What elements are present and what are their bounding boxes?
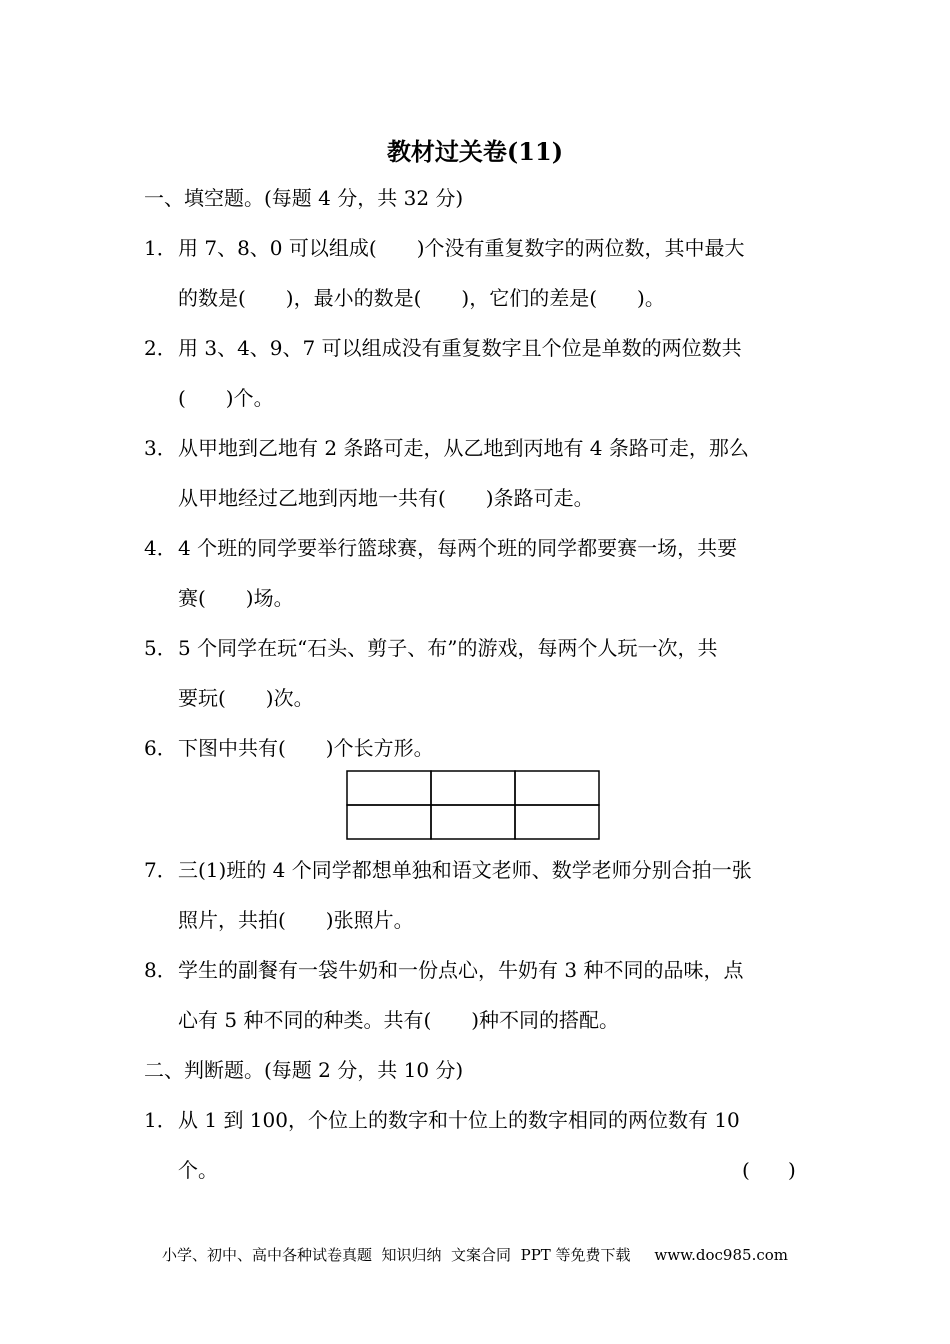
question-number: 1．	[144, 1108, 177, 1132]
page-title: 教材过关卷(11)	[386, 137, 564, 166]
question-number: 5．	[144, 636, 177, 660]
grid-cell	[515, 771, 599, 805]
question-text: 从 1 到 100，个位上的数字和十位上的数字相同的两位数有 10	[178, 1108, 740, 1132]
question-number: 4．	[144, 536, 177, 560]
section-heading-fill-in: 一、填空题。(每题 4 分，共 32 分)	[144, 186, 464, 210]
grid-cell	[431, 771, 515, 805]
page-footer: 小学、初中、高中各种试卷真题 知识归纳 文案合同 PPT 等免费下载 www.doc985.com	[161, 1246, 788, 1264]
question-text-continued: 赛( )场。	[178, 586, 294, 610]
question-number: 7．	[144, 858, 177, 882]
question-number: 1．	[144, 236, 177, 260]
question-text: 5 个同学在玩“石头、剪子、布”的游戏，每两个人玩一次，共	[178, 636, 718, 660]
grid-cell	[431, 805, 515, 839]
section-heading-true-false: 二、判断题。(每题 2 分，共 10 分)	[144, 1058, 464, 1082]
grid-cell	[515, 805, 599, 839]
rectangle-grid-svg	[346, 770, 600, 840]
question-number: 2．	[144, 336, 177, 360]
question-text-continued: ( )个。	[178, 386, 274, 410]
question-text-continued: 心有 5 种不同的种类。共有( )种不同的搭配。	[178, 1008, 620, 1032]
grid-cell	[347, 805, 431, 839]
question-number: 8．	[144, 958, 177, 982]
question-number: 3．	[144, 436, 177, 460]
question-text-continued: 的数是( )，最小的数是( )，它们的差是( )。	[178, 286, 665, 310]
question-text: 下图中共有( )个长方形。	[178, 736, 434, 760]
question-text: 4 个班的同学要举行篮球赛，每两个班的同学都要赛一场，共要	[178, 536, 738, 560]
question-text-continued: 照片，共拍( )张照片。	[178, 908, 414, 932]
question-text-continued: 个。	[178, 1158, 218, 1182]
rectangle-grid-figure	[346, 770, 600, 840]
grid-cell	[347, 771, 431, 805]
question-text-continued: 从甲地经过乙地到丙地一共有( )条路可走。	[178, 486, 594, 510]
question-text-continued: 要玩( )次。	[178, 686, 314, 710]
question-text: 用 7、8、0 可以组成( )个没有重复数字的两位数，其中最大	[178, 236, 745, 260]
question-number: 6．	[144, 736, 177, 760]
question-text: 用 3、4、9、7 可以组成没有重复数字且个位是单数的两位数共	[178, 336, 742, 360]
question-text: 三(1)班的 4 个同学都想单独和语文老师、数学老师分别合拍一张	[178, 858, 752, 882]
answer-parentheses: ( )	[742, 1158, 796, 1182]
question-text: 学生的副餐有一袋牛奶和一份点心，牛奶有 3 种不同的品味，点	[178, 958, 744, 982]
question-text: 从甲地到乙地有 2 条路可走，从乙地到丙地有 4 条路可走，那么	[178, 436, 749, 460]
